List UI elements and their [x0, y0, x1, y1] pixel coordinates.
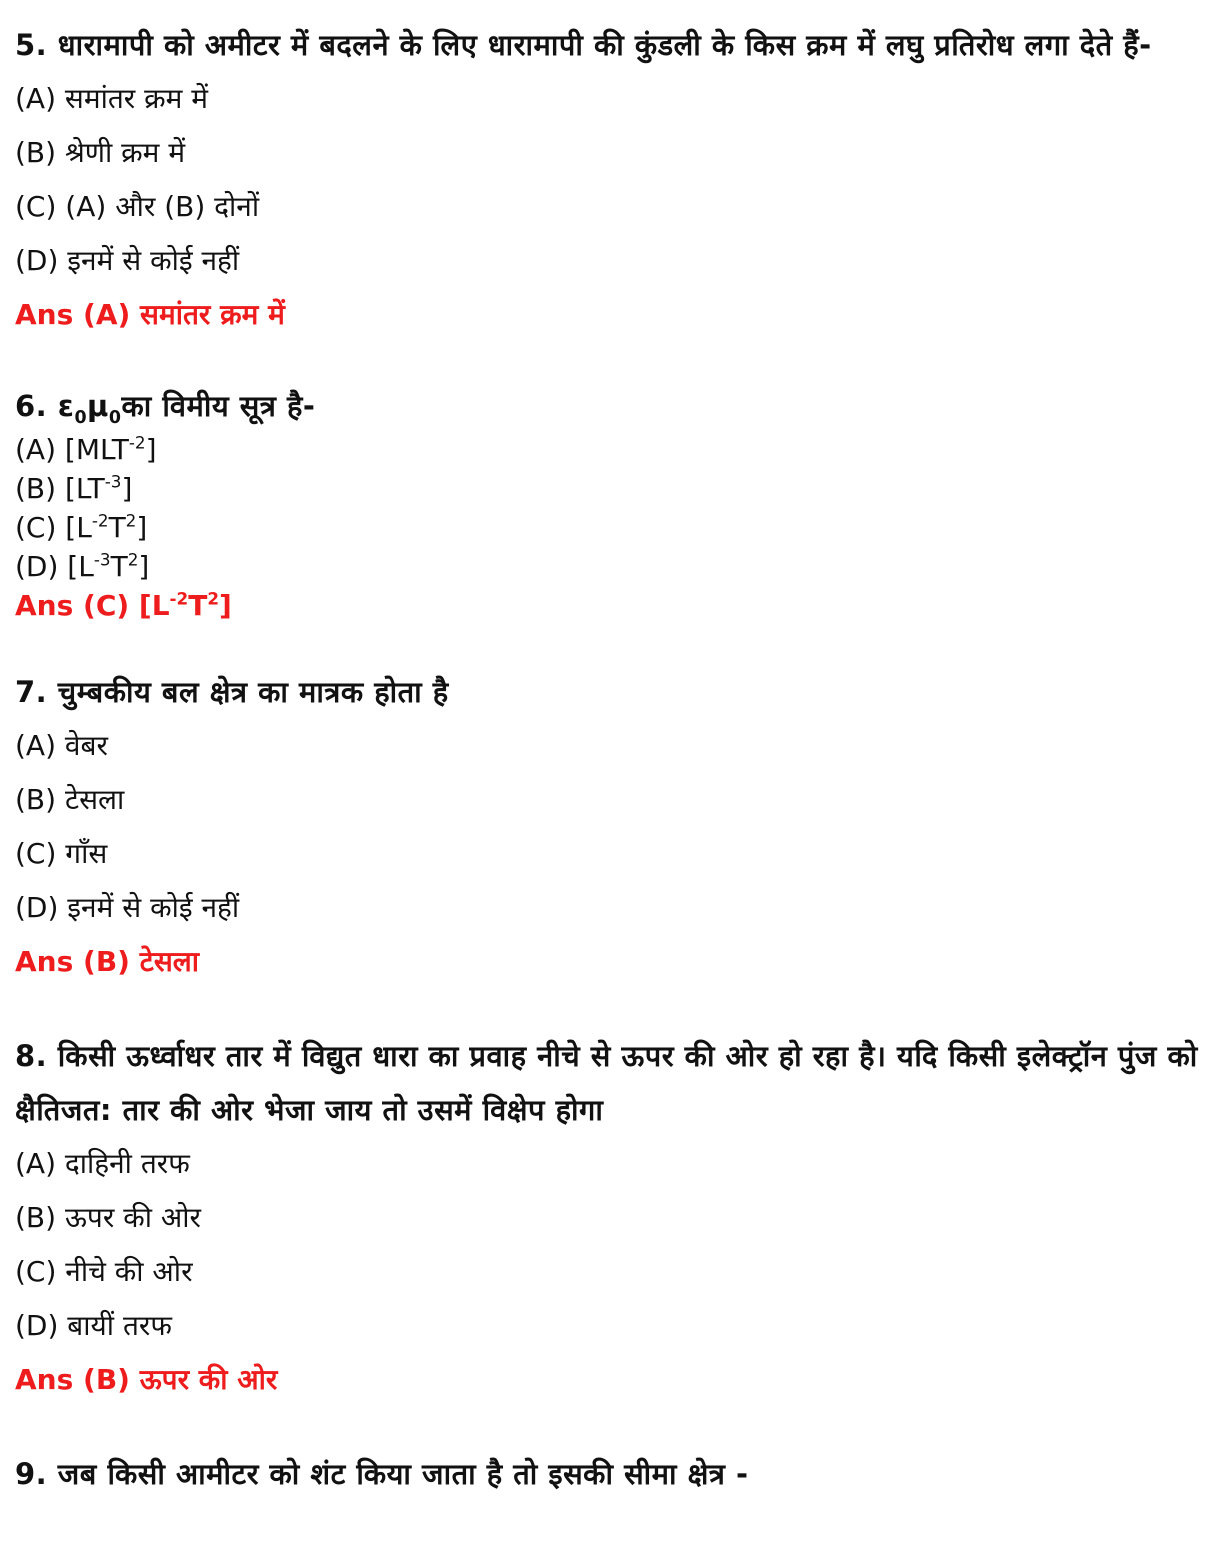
- question-7-title: 7. चुम्बकीय बल क्षेत्र का मात्रक होता है: [15, 675, 449, 709]
- question-7-option-a: (A) वेबर: [15, 729, 108, 762]
- question-8-option-d: (D) बायीं तरफ: [15, 1309, 172, 1342]
- question-5: [15, 0, 1210, 342]
- question-5-option-a: (A) समांतर क्रम में: [15, 82, 209, 115]
- question-8-answer: Ans (B) ऊपर की ओर: [15, 1363, 278, 1396]
- question-5-option-b: (B) श्रेणी क्रम में: [15, 136, 186, 169]
- question-6-option-c: (C) $[L^{-2}T^2]$: [15, 510, 148, 544]
- question-7-answer: Ans (B) टेसला: [15, 945, 199, 978]
- question-7-option-d: (D) इनमें से कोई नहीं: [15, 891, 240, 924]
- question-6-option-a: (A) $[MLT^{-2}]$: [15, 432, 157, 466]
- question-5-answer: Ans (A) समांतर क्रम में: [15, 298, 285, 331]
- question-8-option-a: (A) दाहिनी तरफ: [15, 1147, 190, 1180]
- question-6-option-d: (D) $[L^{-3}T^2]$: [15, 549, 150, 583]
- question-9-title: 9. जब किसी आमीटर को शंट किया जाता है तो इसकी सीमा क्षेत्र -: [15, 1457, 749, 1491]
- question-6-option-b: (B) $[LT^{-3}]$: [15, 471, 133, 505]
- question-7-option-c: (C) गाँस: [15, 837, 108, 870]
- question-8-title: 8. किसी ऊर्ध्वाधर तार में विद्युत धारा का प्रवाह नीचे से ऊपर की ओर हो रहा है। यदि किसी इलेक्ट्रॉन पुंज को क्षैतिजत: तार की ओर भेजा जाय तो उसमें विक्षेप होगा: [15, 1039, 1198, 1127]
- question-6-answer: Ans (C) $[L^{-2}T^2]$: [15, 588, 232, 622]
- question-7-option-b: (B) टेसला: [15, 783, 125, 816]
- question-6-title: 6. $\varepsilon_0\mu_0का$ विमीय सूत्र है-: [15, 389, 316, 428]
- document-page: [15, 0, 1210, 1501]
- question-8-option-c: (C) नीचे की ओर: [15, 1255, 193, 1288]
- question-5-option-d: (D) इनमें से कोई नहीं: [15, 244, 240, 277]
- question-7: [15, 665, 1210, 989]
- question-5-title: 5. धारामापी को अमीटर में बदलने के लिए धारामापी की कुंडली के किस क्रम में लघु प्रतिरोध लगा देते हैं-: [15, 28, 1152, 62]
- question-9: [15, 1447, 1210, 1501]
- question-8-option-b: (B) ऊपर की ओर: [15, 1201, 201, 1234]
- question-6: [15, 382, 1210, 625]
- question-5-option-c: (C) (A) और (B) दोनों: [15, 190, 260, 223]
- question-8: [15, 1029, 1210, 1407]
